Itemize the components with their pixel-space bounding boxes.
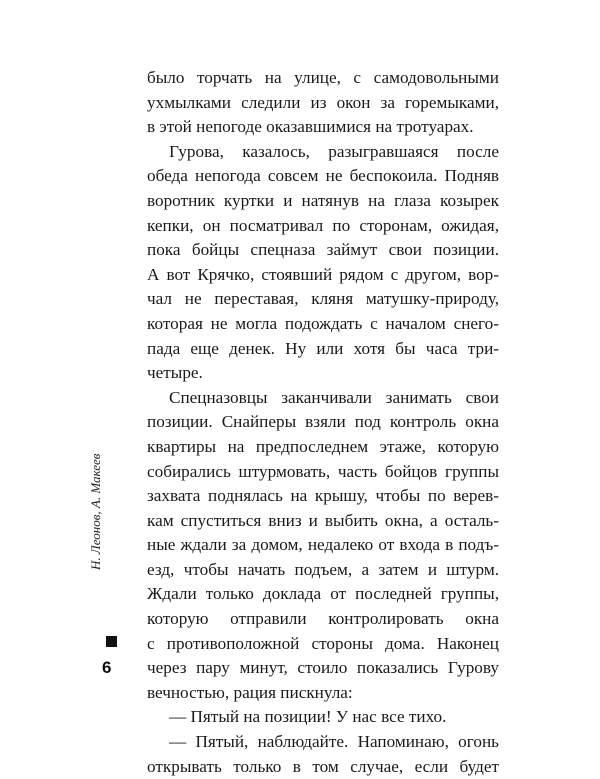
text-line: Спецназовцы заканчивали занимать свои bbox=[169, 387, 499, 407]
page-marker-square bbox=[106, 636, 117, 647]
text-line: пока бойцы спецназа займут свои позиции. bbox=[147, 240, 499, 260]
text-line: обеда непогода совсем не беспокоила. Подняв bbox=[147, 166, 499, 186]
text-line: Ждали только доклада от последней группы, bbox=[147, 584, 499, 604]
dialogue-line: — Пятый, наблюдайте. Напоминаю, огонь bbox=[169, 732, 499, 752]
text-line: А вот Крячко, стоявший рядом с другом, вор- bbox=[147, 264, 499, 284]
text-line: пада еще денек. Ну или хотя бы часа три- bbox=[147, 338, 499, 358]
text-line: кам спуститься вниз и выбить окна, а осталь- bbox=[147, 510, 499, 530]
text-line: чал не переставая, кляня матушку-природу, bbox=[147, 289, 499, 309]
text-line: ные ждали за домом, недалеко от входа в подъ- bbox=[147, 535, 499, 555]
text-line: захвата поднялась на крышу, чтобы по верев- bbox=[147, 486, 499, 506]
text-line: езд, чтобы начать подъем, а затем и штурм. bbox=[147, 559, 499, 579]
text-line: кепки, он посматривал по сторонам, ожидая, bbox=[147, 215, 499, 235]
page-number: 6 bbox=[102, 658, 112, 677]
running-head-author: Н. Леонов, А. Макеев bbox=[88, 453, 103, 570]
body-text bbox=[147, 66, 499, 779]
text-line: воротник куртки и натянув на глаза козырек bbox=[147, 190, 499, 210]
text-line: позиции. Снайперы взяли под контроль окна bbox=[147, 412, 499, 432]
text-line: с противоположной стороны дома. Наконец bbox=[147, 633, 499, 653]
text-line: которую отправили контролировать окна bbox=[147, 609, 499, 629]
text-line: вечностью, рация пискнула: bbox=[147, 682, 353, 702]
dialogue-line: — Пятый на позиции! У нас все тихо. bbox=[169, 707, 447, 727]
text-line: в этой непогоде оказавшимися на тротуарах. bbox=[147, 117, 474, 137]
text-line: ухмылками следили из окон за горемыками, bbox=[147, 92, 499, 112]
text-line: которая не могла подождать с началом снего- bbox=[147, 313, 499, 333]
text-line: квартиры на предпоследнем этаже, которую bbox=[147, 436, 499, 456]
text-line: через пару минут, стоило показались Гурову bbox=[147, 658, 499, 678]
text-line: четыре. bbox=[147, 363, 203, 383]
text-line: открывать только в том случае, если будет bbox=[147, 756, 499, 776]
text-line: Гурова, казалось, разыгравшаяся после bbox=[169, 141, 499, 161]
text-line: собирались штурмовать, часть бойцов группы bbox=[147, 461, 499, 481]
text-line: было торчать на улице, с самодовольными bbox=[147, 68, 499, 87]
